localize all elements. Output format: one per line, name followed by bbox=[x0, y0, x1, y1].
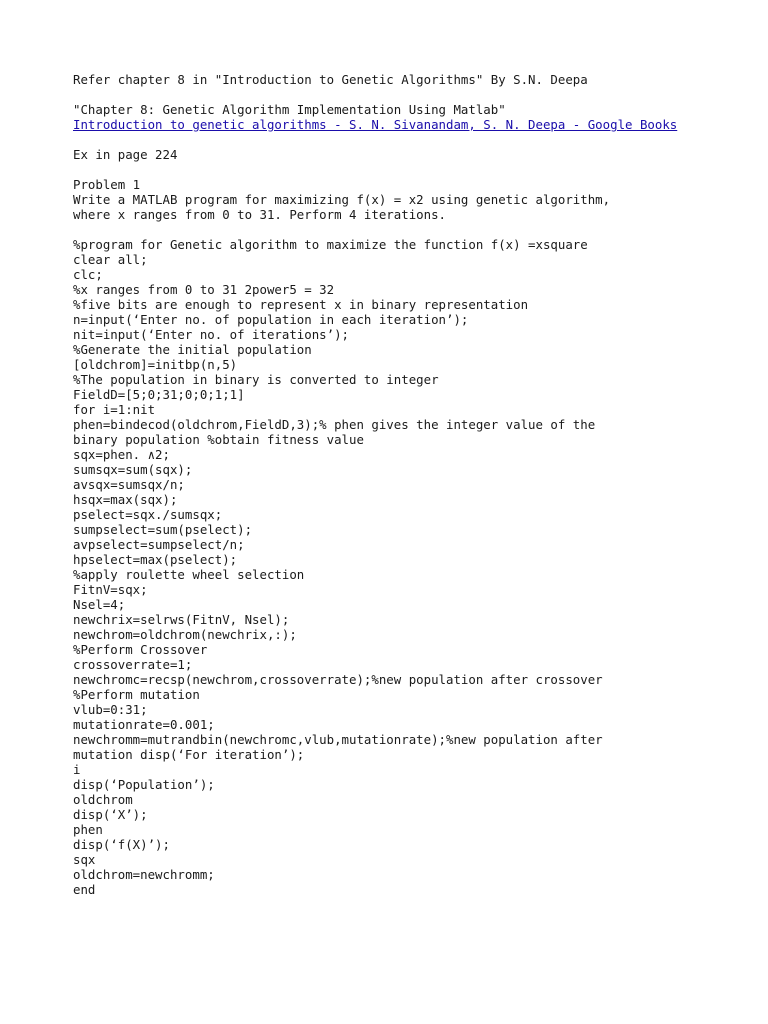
code-line: FitnV=sqx; bbox=[73, 582, 148, 597]
code-line: newchromm=mutrandbin(newchromc,vlub,mutationrate);%new population after bbox=[73, 732, 603, 747]
code-line: newchromc=recsp(newchrom,crossoverrate);%new population after crossover bbox=[73, 672, 603, 687]
code-line: %apply roulette wheel selection bbox=[73, 567, 305, 582]
code-line: disp(‘X’); bbox=[73, 807, 148, 822]
code-line: %Perform mutation bbox=[73, 687, 200, 702]
code-line: for i=1:nit bbox=[73, 402, 156, 417]
code-line: Nsel=4; bbox=[73, 597, 126, 612]
problem-statement-line: Write a MATLAB program for maximizing f(x) = x2 using genetic algorithm, bbox=[73, 192, 611, 207]
code-line: i bbox=[73, 762, 81, 777]
code-line: %Perform Crossover bbox=[73, 642, 208, 657]
code-line: oldchrom=newchromm; bbox=[73, 867, 215, 882]
code-line: end bbox=[73, 882, 96, 897]
problem-title: Problem 1 bbox=[73, 177, 141, 192]
code-line: hsqx=max(sqx); bbox=[73, 492, 178, 507]
page-reference: Ex in page 224 bbox=[73, 147, 178, 162]
code-line: sqx=phen. ∧2; bbox=[73, 447, 170, 462]
code-line: %The population in binary is converted to integer bbox=[73, 372, 439, 387]
spacer bbox=[73, 222, 733, 237]
matlab-code-block bbox=[73, 237, 733, 897]
chapter-title: "Chapter 8: Genetic Algorithm Implementation Using Matlab" bbox=[73, 102, 506, 117]
code-line: sumsqx=sum(sqx); bbox=[73, 462, 193, 477]
google-books-link[interactable]: Introduction to genetic algorithms - S. N. Sivanandam, S. N. Deepa - Google Books bbox=[73, 117, 678, 132]
code-line: avsqx=sumsqx/n; bbox=[73, 477, 185, 492]
spacer bbox=[73, 87, 733, 102]
code-line: avpselect=sumpselect/n; bbox=[73, 537, 245, 552]
code-line: n=input(‘Enter no. of population in each iteration’); bbox=[73, 312, 469, 327]
code-line: hpselect=max(pselect); bbox=[73, 552, 238, 567]
code-line: newchrix=selrws(FitnV, Nsel); bbox=[73, 612, 290, 627]
spacer bbox=[73, 162, 733, 177]
code-line: vlub=0:31; bbox=[73, 702, 148, 717]
code-line: mutation disp(‘For iteration’); bbox=[73, 747, 305, 762]
code-line: crossoverrate=1; bbox=[73, 657, 193, 672]
reference-line: Refer chapter 8 in "Introduction to Genetic Algorithms" By S.N. Deepa bbox=[73, 72, 588, 87]
code-line: clear all; bbox=[73, 252, 148, 267]
code-line: [oldchrom]=initbp(n,5) bbox=[73, 357, 238, 372]
code-line: pselect=sqx./sumsqx; bbox=[73, 507, 223, 522]
spacer bbox=[73, 132, 733, 147]
code-line: %program for Genetic algorithm to maximize the function f(x) =xsquare bbox=[73, 237, 588, 252]
code-line: binary population %obtain fitness value bbox=[73, 432, 364, 447]
code-line: nit=input(‘Enter no. of iterations’); bbox=[73, 327, 350, 342]
document-page bbox=[73, 72, 733, 897]
code-line: sqx bbox=[73, 852, 96, 867]
code-line: phen bbox=[73, 822, 103, 837]
code-line: mutationrate=0.001; bbox=[73, 717, 215, 732]
code-line: disp(‘f(X)’); bbox=[73, 837, 170, 852]
code-line: newchrom=oldchrom(newchrix,:); bbox=[73, 627, 297, 642]
code-line: %x ranges from 0 to 31 2power5 = 32 bbox=[73, 282, 335, 297]
code-line: FieldD=[5;0;31;0;0;1;1] bbox=[73, 387, 245, 402]
code-line: oldchrom bbox=[73, 792, 133, 807]
code-line: %five bits are enough to represent x in binary representation bbox=[73, 297, 529, 312]
code-line: clc; bbox=[73, 267, 103, 282]
code-line: %Generate the initial population bbox=[73, 342, 312, 357]
code-line: sumpselect=sum(pselect); bbox=[73, 522, 253, 537]
problem-statement-line: where x ranges from 0 to 31. Perform 4 iterations. bbox=[73, 207, 446, 222]
code-line: phen=bindecod(oldchrom,FieldD,3);% phen gives the integer value of the bbox=[73, 417, 596, 432]
code-line: disp(‘Population’); bbox=[73, 777, 215, 792]
